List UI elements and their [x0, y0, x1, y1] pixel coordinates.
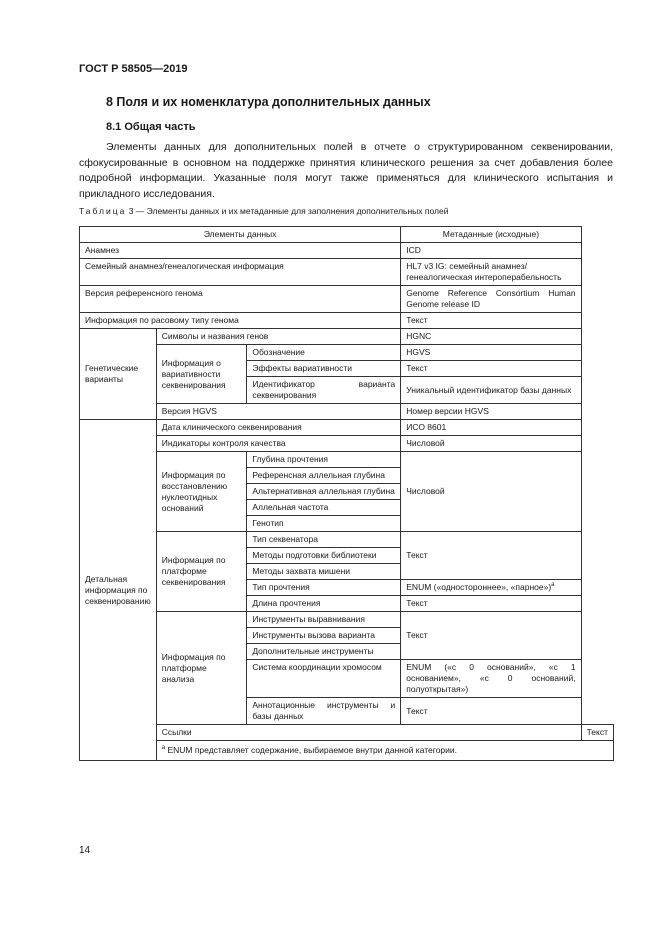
- row-name: Эффекты вариативности: [247, 361, 401, 377]
- row-name: Генотип: [247, 516, 401, 532]
- row-meta: Номер версии HGVS: [401, 404, 581, 420]
- row-meta: HL7 v3 IG: семейный анамнез/генеалогическая интероперабельность: [401, 259, 581, 286]
- row-name: Символы и названия генов: [156, 329, 401, 345]
- table-row: [80, 436, 614, 452]
- row-meta: Genome Reference Consortium Human Genome release ID: [401, 286, 581, 313]
- row-meta: Числовой: [401, 452, 581, 532]
- row-name: Версия HGVS: [156, 404, 401, 420]
- read-type-meta: ENUM («одностороннее», «парное»): [406, 582, 552, 592]
- row-meta: ENUM («с 0 оснований», «с 1 основанием», «с 0 оснований, полуоткрытая»): [401, 660, 581, 698]
- table-caption-label: Таблица: [79, 206, 127, 216]
- table-row: [80, 420, 614, 436]
- page-number: 14: [79, 845, 91, 856]
- row-name: Ссылки: [156, 725, 581, 741]
- row-meta: HGVS: [401, 345, 581, 361]
- header-elements: Элементы данных: [80, 227, 401, 243]
- row-name: Аннотационные инструменты и базы данных: [247, 698, 401, 725]
- row-meta: Текст: [401, 698, 581, 725]
- table-footnote: [156, 741, 613, 761]
- footnote-ref: a: [551, 582, 555, 588]
- row-name: Тип прочтения: [247, 580, 401, 596]
- subgroup-recovery: Информация по восстановлению нуклеотидных оснований: [156, 452, 247, 532]
- row-meta: Текст: [581, 725, 613, 741]
- row-meta: ИСО 8601: [401, 420, 581, 436]
- table-caption-text: 3 — Элементы данных и их метаданные для заполнения дополнительных полей: [128, 206, 449, 216]
- row-meta: HGNC: [401, 329, 581, 345]
- row-name: Инструменты выравнивания: [247, 612, 401, 628]
- row-meta: Текст: [401, 596, 581, 612]
- row-name: Информация по расовому типу генома: [80, 313, 401, 329]
- table-row: [80, 725, 614, 741]
- table-row: [80, 612, 614, 628]
- row-meta: [401, 580, 581, 596]
- row-name: Дата клинического секвенирования: [156, 420, 401, 436]
- subgroup-variation-info: Информация о вариативности секвенирования: [156, 345, 247, 404]
- table-row: [80, 259, 614, 286]
- table-row: [80, 329, 614, 345]
- row-meta: Текст: [401, 532, 581, 580]
- row-meta: Текст: [401, 313, 581, 329]
- table-row: [80, 313, 614, 329]
- row-name: Методы захвата мишени: [247, 564, 401, 580]
- header-metadata: Метаданные (исходные): [401, 227, 581, 243]
- table-row: [80, 404, 614, 420]
- row-name: Методы подготовки библиотеки: [247, 548, 401, 564]
- table-row: [80, 452, 614, 468]
- row-name: Анамнез: [80, 243, 401, 259]
- table-footnote-row: [80, 741, 614, 761]
- footnote-mark: a: [161, 745, 166, 751]
- table-row: [80, 532, 614, 548]
- row-name: Тип секвенатора: [247, 532, 401, 548]
- row-name: Инструменты вызова варианта: [247, 628, 401, 644]
- section-title: 8 Поля и их номенклатура дополнительных данных: [106, 95, 431, 109]
- row-name: Дополнительные инструменты: [247, 644, 401, 660]
- subgroup-seq-platform: Информация по платформе секвенирования: [156, 532, 247, 612]
- row-name: Аллельная частота: [247, 500, 401, 516]
- row-meta: Уникальный идентификатор базы данных: [401, 377, 581, 404]
- row-name: Длина прочтения: [247, 596, 401, 612]
- intro-paragraph: Элементы данных для дополнительных полей в отчете о структурированном секвенировании, сфокусированные в основном на поддержке принятия клинического решения за счет добавления более подробной информации. Указанные поля могут также применяться для клинического испытания и прикладного исследования.: [79, 141, 613, 200]
- subsection-title: 8.1 Общая часть: [106, 121, 196, 133]
- row-name: Версия референсного генома: [80, 286, 401, 313]
- row-meta: Текст: [401, 361, 581, 377]
- row-meta: ICD: [401, 243, 581, 259]
- row-name: Альтернативная аллельная глубина: [247, 484, 401, 500]
- table-row: [80, 286, 614, 313]
- footnote-text: ENUM представляет содержание, выбираемое внутри данной категории.: [167, 745, 458, 755]
- table-row: [80, 345, 614, 361]
- row-name: Идентификатор варианта секвенирования: [247, 377, 401, 404]
- data-elements-table: [79, 226, 614, 761]
- row-meta: Числовой: [401, 436, 581, 452]
- subgroup-analysis-platform: Информация по платформе анализа: [156, 612, 247, 725]
- row-meta: Текст: [401, 612, 581, 660]
- table-caption: [79, 206, 448, 216]
- row-name: Индикаторы контроля качества: [156, 436, 401, 452]
- row-name: Обозначение: [247, 345, 401, 361]
- group-genetic-variants: Генетические варианты: [80, 329, 157, 420]
- row-name: Система координации хромосом: [247, 660, 401, 698]
- row-name: Глубина прочтения: [247, 452, 401, 468]
- table-header-row: [80, 227, 614, 243]
- document-code: ГОСТ Р 58505—2019: [79, 63, 188, 75]
- table-row: [80, 243, 614, 259]
- group-detailed-info: Детальная информация по секвенированию: [80, 420, 157, 761]
- row-name: Семейный анамнез/генеалогическая информация: [80, 259, 401, 286]
- row-name: Референсная аллельная глубина: [247, 468, 401, 484]
